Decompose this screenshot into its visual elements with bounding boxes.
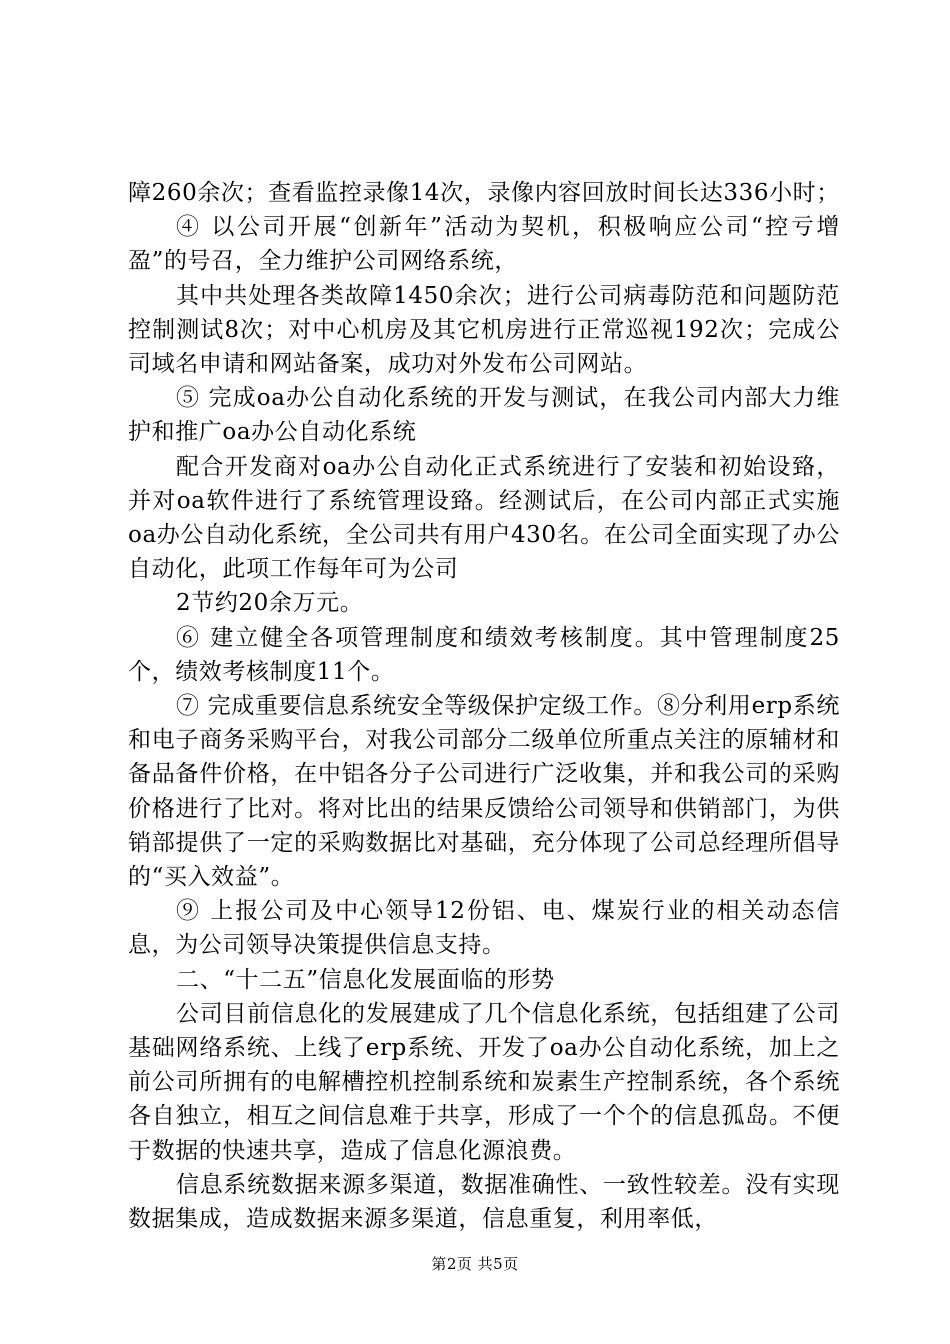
page-footer: 第2页 共5页 bbox=[431, 1255, 519, 1273]
paragraph: 二、“十二五”信息化发展面临的形势 bbox=[176, 966, 555, 993]
paragraph: ④ 以公司开展“创新年”活动为契机，积极响应公司“控亏增盈”的号召，全力维护公司网络系统， bbox=[128, 214, 840, 275]
paragraph: 其中共处理各类故障1450余次；进行公司病毒防范和问题防范控制测试8次；对中心机房及其它机房进行正常巡视192次；完成公司域名申请和网站备案，成功对外发布公司网站。 bbox=[128, 282, 840, 378]
paragraph: 配合开发商对oa办公自动化正式系统进行了安装和初始设臵，并对oa软件进行了系统管理设臵。经测试后，在公司内部正式实施oa办公自动化系统，全公司共有用户430名。在公司全面实现了办公自动化，此项工作每年可为公司 bbox=[128, 453, 840, 583]
paragraph: ⑥ 建立健全各项管理制度和绩效考核制度。其中管理制度25个，绩效考核制度11个。 bbox=[128, 624, 840, 685]
paragraph: 2节约20余万元。 bbox=[176, 590, 364, 617]
paragraph: ⑦ 完成重要信息系统安全等级保护定级工作。⑧分利用erp系统和电子商务采购平台，对我公司部分二级单位所重点关注的原辅材和备品备件价格，在中铝各分子公司进行广泛收集，并和我公司的采购价格进行了比对。将对比出的结果反馈给公司领导和供销部门，为供销部提供了一定的采购数据比对基础，充分体现了公司总经理所倡导的“买入效益”。 bbox=[128, 693, 840, 891]
document-body bbox=[128, 176, 840, 1236]
paragraph: 公司目前信息化的发展建成了几个信息化系统，包括组建了公司基础网络系统、上线了erp系统、开发了oa办公自动化系统，加上之前公司所拥有的电解槽控机控制系统和炭素生产控制系统，各个系统各自独立，相互之间信息难于共享，形成了一个个的信息孤岛。不便于数据的快速共享，造成了信息化源浪费。 bbox=[128, 1000, 840, 1164]
paragraph: ⑨ 上报公司及中心领导12份铝、电、煤炭行业的相关动态信息，为公司领导决策提供信息支持。 bbox=[128, 898, 840, 959]
paragraph: ⑤ 完成oa办公自动化系统的开发与测试，在我公司内部大力维护和推广oa办公自动化系统 bbox=[128, 385, 840, 446]
paragraph: 障260余次；查看监控录像14次，录像内容回放时间长达336小时； bbox=[128, 180, 840, 206]
paragraph: 信息系统数据来源多渠道，数据准确性、一致性较差。没有实现数据集成，造成数据来源多渠道，信息重复，利用率低， bbox=[128, 1171, 840, 1233]
